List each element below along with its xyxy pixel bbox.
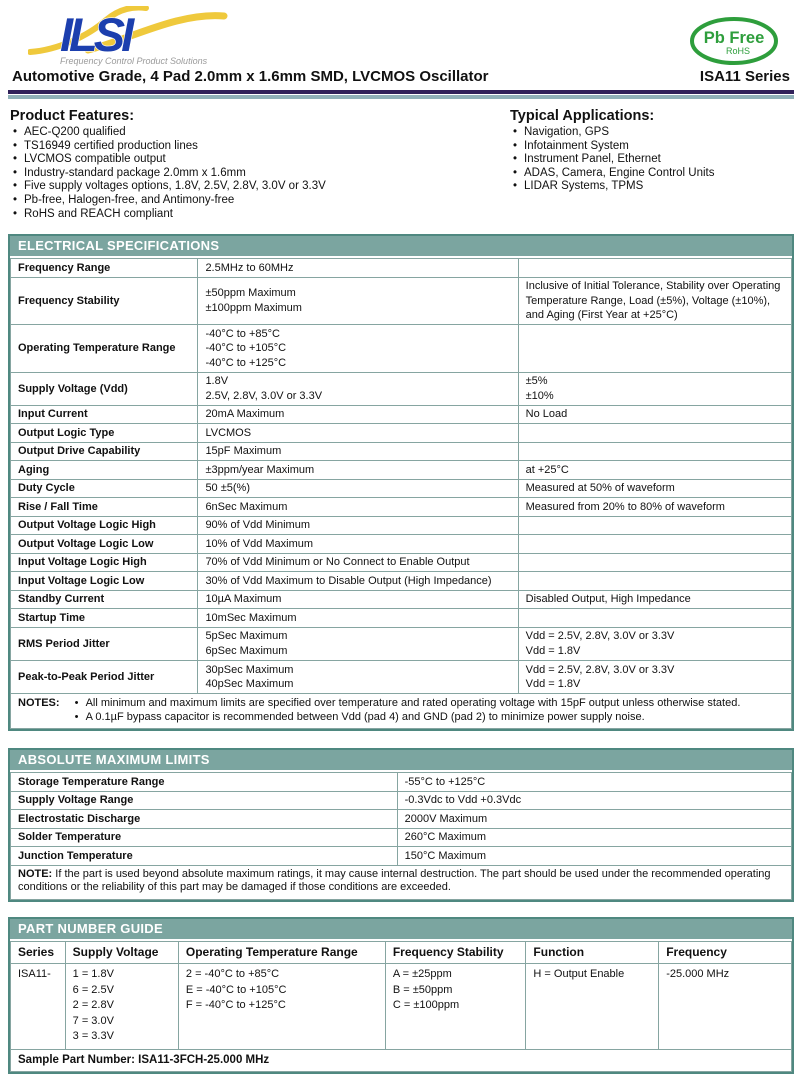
cell-line: 5pSec Maximum: [205, 630, 288, 643]
spec-value: [198, 516, 518, 535]
cell-line: -40°C to +85°C: [205, 327, 280, 340]
cell-line: F = -40°C to +125°C: [185, 999, 286, 1012]
product-feature-item: • AEC-Q200 qualified: [10, 126, 510, 140]
spec-note: [518, 627, 791, 660]
cell-line: -25.000 MHz: [666, 968, 730, 981]
electrical-spec-row: [11, 405, 792, 424]
part-guide-column-header: Frequency: [659, 941, 792, 964]
spec-parameter: Output Logic Type: [11, 424, 198, 443]
limit-value: -0.3Vdc to Vdd +0.3Vdc: [397, 791, 791, 810]
electrical-notes-list: [74, 696, 741, 724]
page-header: [8, 4, 794, 66]
typical-applications-list: [510, 126, 794, 194]
cell-line: 6pSec Maximum: [205, 645, 288, 657]
product-feature-item: • Five supply voltages options, 1.8V, 2.5V, 2.8V, 3.0V or 3.3V: [10, 180, 510, 194]
ilsi-logo: [28, 6, 248, 73]
electrical-notes-row: [11, 694, 792, 729]
limit-parameter: Electrostatic Discharge: [11, 810, 398, 829]
cell-line: 90% of Vdd Minimum: [205, 519, 310, 532]
limit-parameter: Solder Temperature: [11, 828, 398, 847]
spec-value: [198, 572, 518, 591]
spec-note: [518, 325, 791, 373]
spec-parameter: Operating Temperature Range: [11, 325, 198, 373]
electrical-notes-cell: [11, 694, 792, 729]
part-guide-cell: [178, 964, 385, 1050]
spec-value: [198, 590, 518, 609]
electrical-spec-row: [11, 325, 792, 373]
sample-part-number: Sample Part Number: ISA11-3FCH-25.000 MHz: [11, 1049, 792, 1071]
electrical-spec-row: [11, 461, 792, 480]
part-guide-cell: [385, 964, 526, 1050]
absolute-limit-row: [11, 791, 792, 810]
electrical-spec-row: [11, 442, 792, 461]
cell-line: 2 = -40°C to +85°C: [185, 968, 280, 981]
electrical-spec-row: [11, 372, 792, 405]
cell-line: 6nSec Maximum: [205, 500, 288, 513]
cell-line: H = Output Enable: [533, 968, 625, 981]
ilsi-logo-graphic: [28, 6, 248, 68]
spec-value: [198, 479, 518, 498]
cell-line: 10µA Maximum: [205, 593, 282, 606]
spec-value: [198, 442, 518, 461]
limit-parameter: Supply Voltage Range: [11, 791, 398, 810]
cell-line: ISA11-: [18, 968, 51, 981]
cell-line: 2.5V, 2.8V, 3.0V or 3.3V: [205, 389, 323, 402]
electrical-spec-row: [11, 424, 792, 443]
spec-note: [518, 609, 791, 628]
spec-note: [518, 590, 791, 609]
spec-value: [198, 277, 518, 325]
product-features-heading: Product Features:: [10, 108, 135, 124]
absolute-maximum-limits-table: [8, 748, 794, 902]
cell-line: LVCMOS: [205, 426, 252, 439]
electrical-note-item: • All minimum and maximum limits are specified over temperature and rated operating voltage with 15pF output unless otherwise stated.: [74, 696, 741, 710]
spec-note: [518, 498, 791, 517]
spec-parameter: Peak-to-Peak Period Jitter: [11, 661, 198, 694]
electrical-spec-row: [11, 661, 792, 694]
spec-parameter: RMS Period Jitter: [11, 627, 198, 660]
features-applications-section: [8, 108, 794, 221]
electrical-spec-row: [11, 627, 792, 660]
spec-parameter: Supply Voltage (Vdd): [11, 372, 198, 405]
product-feature-item: • RoHS and REACH compliant: [10, 208, 510, 222]
part-number-guide-table: [8, 917, 794, 1074]
spec-value: [198, 372, 518, 405]
cell-line: 2 = 2.8V: [72, 999, 114, 1012]
electrical-note-item: • A 0.1µF bypass capacitor is recommended between Vdd (pad 4) and GND (pad 2) to minimize power supply noise.: [74, 710, 741, 724]
cell-line: 3 = 3.3V: [72, 1030, 114, 1043]
spec-value: [198, 424, 518, 443]
product-feature-item: • TS16949 certified production lines: [10, 140, 510, 154]
spec-note: [518, 405, 791, 424]
series-name: ISA11 Series: [699, 68, 790, 85]
spec-value: [198, 259, 518, 278]
spec-value: [198, 609, 518, 628]
electrical-spec-row: [11, 259, 792, 278]
typical-application-item: • LIDAR Systems, TPMS: [510, 180, 794, 194]
electrical-spec-row: [11, 553, 792, 572]
spec-parameter: Duty Cycle: [11, 479, 198, 498]
cell-line: 2.5MHz to 60MHz: [205, 261, 294, 274]
logo-tagline: Frequency Control Product Solutions: [60, 56, 208, 66]
cell-line: Measured at 50% of waveform: [525, 482, 675, 495]
part-guide-cell: [659, 964, 792, 1050]
cell-line: Measured from 20% to 80% of waveform: [525, 500, 725, 513]
spec-parameter: Input Voltage Logic High: [11, 553, 198, 572]
electrical-spec-row: [11, 498, 792, 517]
limit-parameter: Junction Temperature: [11, 847, 398, 866]
divider-purple-line: [8, 90, 794, 94]
absolute-note-row: [11, 865, 792, 899]
limit-value: 150°C Maximum: [397, 847, 791, 866]
electrical-spec-row: [11, 479, 792, 498]
spec-value: [198, 498, 518, 517]
product-feature-item: • Industry-standard package 2.0mm x 1.6mm: [10, 167, 510, 181]
cell-line: 70% of Vdd Minimum or No Connect to Enable Output: [205, 556, 470, 569]
typical-application-item: • ADAS, Camera, Engine Control Units: [510, 167, 794, 181]
part-guide-column-header: Operating Temperature Range: [178, 941, 385, 964]
limit-value: 260°C Maximum: [397, 828, 791, 847]
limit-value: 2000V Maximum: [397, 810, 791, 829]
cell-line: 40pSec Maximum: [205, 678, 294, 691]
spec-note: [518, 516, 791, 535]
absolute-limit-row: [11, 828, 792, 847]
cell-line: C = ±100ppm: [392, 999, 460, 1012]
absolute-limit-row: [11, 847, 792, 866]
typical-application-item: • Infotainment System: [510, 140, 794, 154]
cell-line: ±50ppm Maximum: [205, 287, 296, 300]
spec-note: [518, 553, 791, 572]
absolute-note-text: If the part is used beyond absolute maximum ratings, it may cause internal destruction. The part should be used under the recommended operating conditions or the reliability of this part may be damaged if those conditions are exceeded.: [18, 867, 771, 894]
part-guide-cell: [11, 964, 66, 1050]
cell-line: 7 = 3.0V: [72, 1014, 114, 1027]
cell-line: 10% of Vdd Maximum: [205, 537, 314, 550]
cell-line: ±100ppm Maximum: [205, 301, 302, 314]
absolute-maximum-limits-header: ABSOLUTE MAXIMUM LIMITS: [10, 750, 792, 772]
limit-value: -55°C to +125°C: [397, 773, 791, 792]
absolute-note-label: NOTE:: [18, 867, 53, 880]
cell-line: Vdd = 2.5V, 2.8V, 3.0V or 3.3V: [525, 663, 675, 676]
cell-line: 20mA Maximum: [205, 408, 285, 421]
typical-applications-heading: Typical Applications:: [510, 108, 655, 124]
spec-note: [518, 479, 791, 498]
part-guide-cell: [65, 964, 178, 1050]
cell-line: 50 ±5(%): [205, 482, 250, 495]
cell-line: 10mSec Maximum: [205, 611, 297, 624]
spec-value: [198, 553, 518, 572]
product-features-list: [10, 126, 510, 221]
spec-value: [198, 405, 518, 424]
product-features-block: [8, 108, 510, 221]
cell-line: ±5%: [525, 375, 548, 388]
cell-line: Vdd = 1.8V: [525, 645, 581, 657]
spec-parameter: Startup Time: [11, 609, 198, 628]
typical-application-item: • Instrument Panel, Ethernet: [510, 153, 794, 167]
spec-parameter: Frequency Range: [11, 259, 198, 278]
sample-part-number-row: [11, 1049, 792, 1071]
part-guide-header-row: [11, 941, 792, 964]
part-guide-data-row: [11, 964, 792, 1050]
spec-parameter: Rise / Fall Time: [11, 498, 198, 517]
absolute-limit-row: [11, 810, 792, 829]
electrical-specifications-table: [8, 234, 794, 731]
cell-line: E = -40°C to +105°C: [185, 983, 287, 996]
electrical-spec-row: [11, 572, 792, 591]
spec-value: [198, 535, 518, 554]
part-guide-column-header: Series: [11, 941, 66, 964]
cell-line: 6 = 2.5V: [72, 983, 114, 996]
spec-value: [198, 661, 518, 694]
spec-note: [518, 461, 791, 480]
pbfree-badge-graphic: [688, 16, 780, 66]
divider-bluegray-line: [8, 95, 794, 99]
spec-value: [198, 325, 518, 373]
product-feature-item: • Pb-free, Halogen-free, and Antimony-free: [10, 194, 510, 208]
electrical-spec-row: [11, 609, 792, 628]
spec-parameter: Frequency Stability: [11, 277, 198, 325]
electrical-spec-row: [11, 535, 792, 554]
absolute-note-cell: [11, 865, 792, 899]
spec-parameter: Output Voltage Logic High: [11, 516, 198, 535]
spec-note: [518, 661, 791, 694]
electrical-spec-row: [11, 516, 792, 535]
spec-note: [518, 442, 791, 461]
spec-note: [518, 277, 791, 325]
cell-line: ±3ppm/year Maximum: [205, 463, 315, 476]
typical-application-item: • Navigation, GPS: [510, 126, 794, 140]
notes-layout: [18, 696, 784, 724]
spec-note: [518, 535, 791, 554]
absolute-limit-row: [11, 773, 792, 792]
spec-parameter: Output Voltage Logic Low: [11, 535, 198, 554]
badge-pbfree-text: Pb Free: [703, 29, 765, 47]
cell-line: 15pF Maximum: [205, 445, 282, 458]
cell-line: 30pSec Maximum: [205, 663, 294, 676]
logo-text: ILSI: [60, 8, 131, 61]
cell-line: -40°C to +125°C: [205, 356, 287, 369]
spec-note: [518, 572, 791, 591]
cell-line: 30% of Vdd Maximum to Disable Output (High Impedance): [205, 574, 492, 587]
part-guide-cell: [526, 964, 659, 1050]
part-number-guide-header: PART NUMBER GUIDE: [10, 919, 792, 941]
spec-parameter: Input Current: [11, 405, 198, 424]
cell-line: 1.8V: [205, 375, 229, 388]
badge-rohs-text: RoHS: [725, 46, 751, 56]
part-guide-column-header: Frequency Stability: [385, 941, 526, 964]
spec-value: [198, 627, 518, 660]
cell-line: 1 = 1.8V: [72, 968, 114, 981]
product-feature-item: • LVCMOS compatible output: [10, 153, 510, 167]
spec-note: [518, 424, 791, 443]
spec-parameter: Output Drive Capability: [11, 442, 198, 461]
spec-parameter: Aging: [11, 461, 198, 480]
cell-line: -40°C to +105°C: [205, 342, 287, 355]
cell-line: Vdd = 2.5V, 2.8V, 3.0V or 3.3V: [525, 630, 675, 643]
spec-value: [198, 461, 518, 480]
notes-label: NOTES:: [18, 697, 60, 710]
spec-note: [518, 259, 791, 278]
cell-line: Inclusive of Initial Tolerance, Stability over Operating Temperature Range, Load (±5%), Voltage (±10%), and Aging (First Year at +25°C): [525, 280, 781, 322]
cell-line: Vdd = 1.8V: [525, 678, 581, 691]
spec-note: [518, 372, 791, 405]
limit-parameter: Storage Temperature Range: [11, 773, 398, 792]
cell-line: Disabled Output, High Impedance: [525, 593, 691, 606]
electrical-specifications-header: ELECTRICAL SPECIFICATIONS: [10, 236, 792, 258]
cell-line: at +25°C: [525, 463, 569, 476]
cell-line: B = ±50ppm: [392, 983, 453, 996]
part-guide-column-header: Supply Voltage: [65, 941, 178, 964]
typical-applications-block: [510, 108, 794, 221]
spec-parameter: Standby Current: [11, 590, 198, 609]
cell-line: No Load: [525, 408, 568, 421]
part-guide-column-header: Function: [526, 941, 659, 964]
cell-line: ±10%: [525, 389, 554, 402]
spec-parameter: Input Voltage Logic Low: [11, 572, 198, 591]
header-divider: [8, 90, 794, 99]
pbfree-rohs-badge: [688, 16, 780, 71]
document-title: Automotive Grade, 4 Pad 2.0mm x 1.6mm SMD, LVCMOS Oscillator: [12, 68, 489, 85]
electrical-spec-row: [11, 590, 792, 609]
electrical-spec-row: [11, 277, 792, 325]
cell-line: A = ±25ppm: [392, 968, 452, 981]
